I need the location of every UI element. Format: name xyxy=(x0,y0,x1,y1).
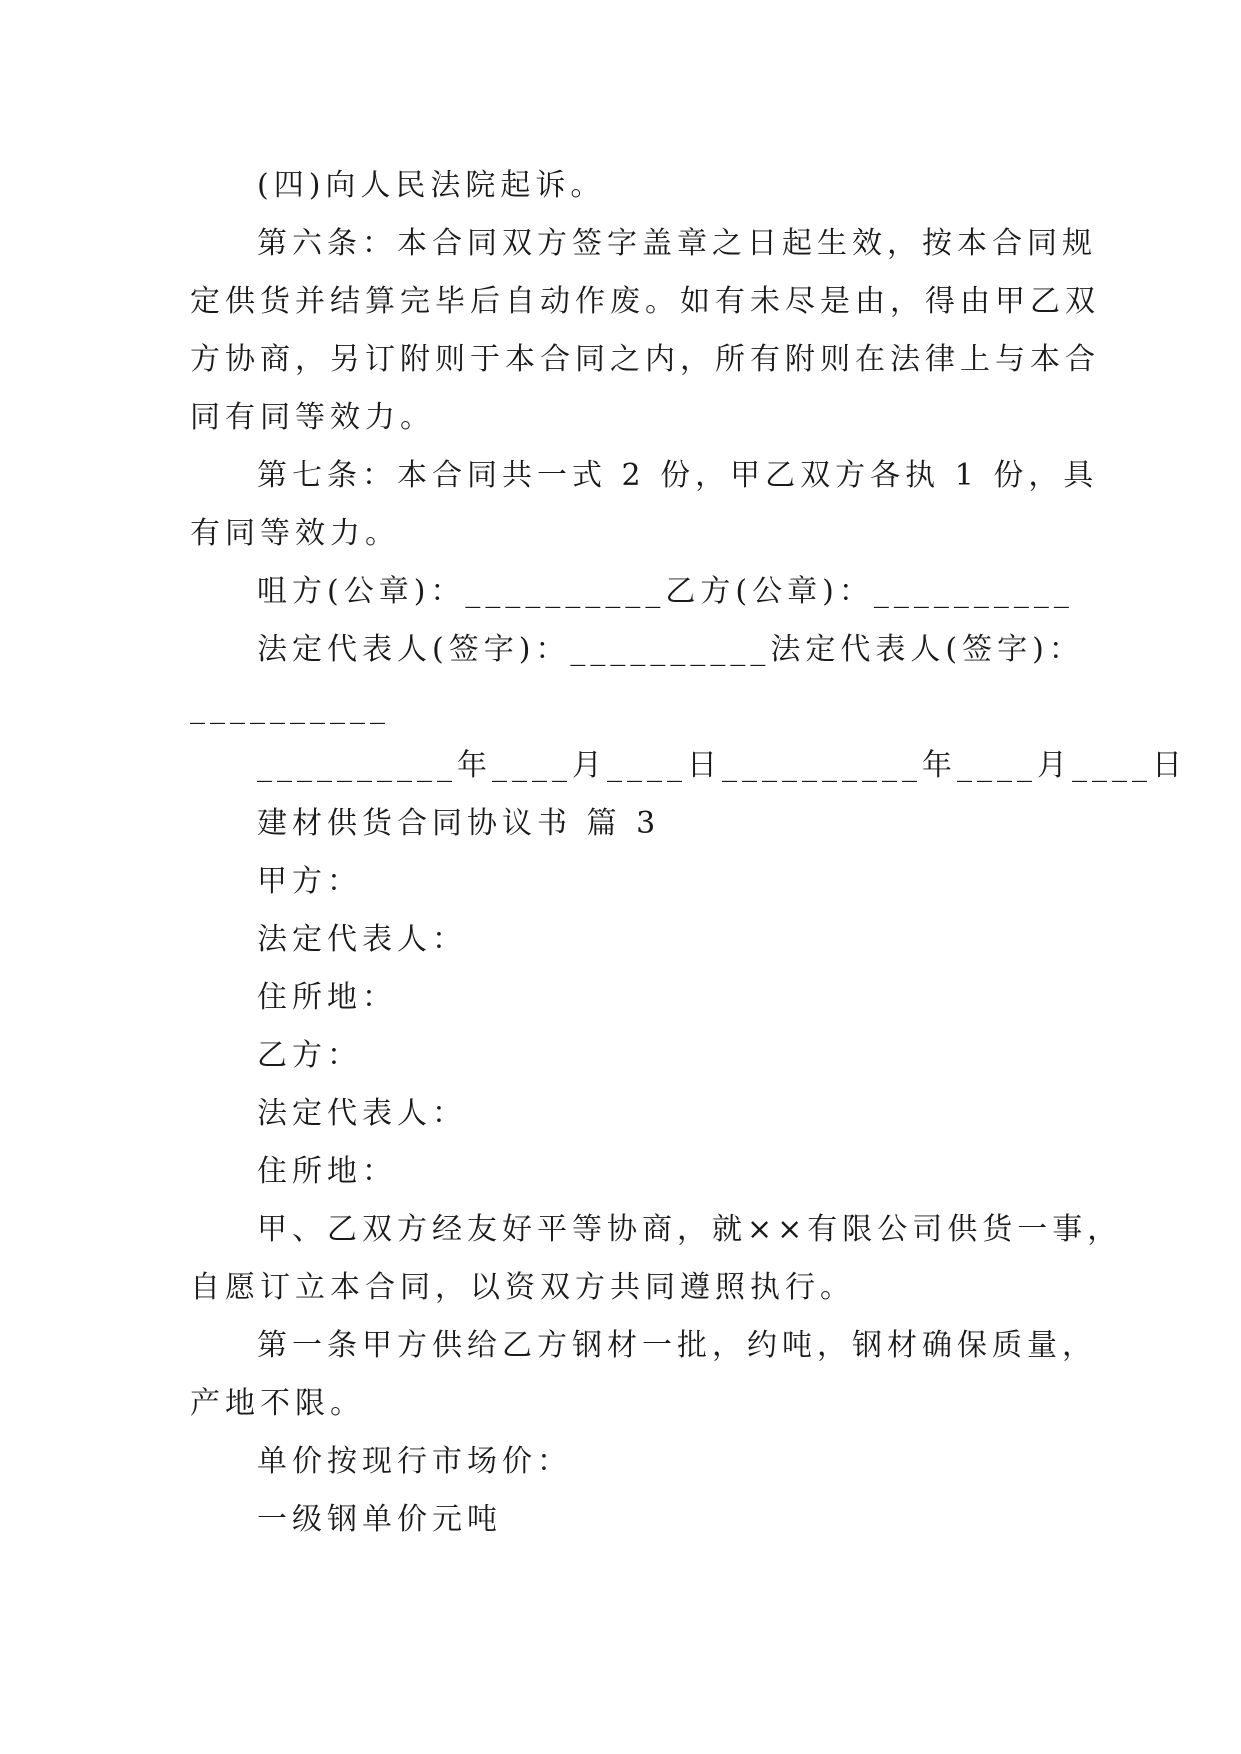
paragraph-line: 有同等效力。 xyxy=(190,516,400,551)
paragraph-line: 产地不限。 xyxy=(190,1386,365,1421)
party-a-representative-label: 法定代表人： xyxy=(257,922,467,957)
section-title: 建材供货合同协议书 篇 3 xyxy=(257,806,661,841)
party-a-address-label: 住所地： xyxy=(257,980,397,1015)
party-b-address-label: 住所地： xyxy=(257,1154,397,1189)
paragraph-line: 同有同等效力。 xyxy=(190,400,435,435)
paragraph-line: 甲、乙双方经友好平等协商，就××有限公司供货一事， xyxy=(257,1212,1123,1247)
paragraph-line: 第六条：本合同双方签字盖章之日起生效，按本合同规 xyxy=(257,226,1097,261)
party-a-label: 甲方： xyxy=(257,864,362,899)
paragraph-line: 一级钢单价元吨 xyxy=(257,1502,502,1537)
paragraph-line: 方协商，另订附则于本合同之内，所有附则在法律上与本合 xyxy=(190,342,1100,377)
signature-line-seal: 咀方(公章)：__________乙方(公章)：__________ xyxy=(257,574,1074,609)
paragraph-line: 自愿订立本合同，以资双方共同遵照执行。 xyxy=(190,1270,855,1305)
paragraph-line: 定供货并结算完毕后自动作废。如有未尽是由，得由甲乙双 xyxy=(190,284,1100,319)
signature-blank: __________ xyxy=(190,690,390,725)
paragraph-line: 单价按现行市场价： xyxy=(257,1444,572,1479)
party-b-label: 乙方： xyxy=(257,1038,362,1073)
party-b-representative-label: 法定代表人： xyxy=(257,1096,467,1131)
paragraph-line: 第七条：本合同共一式 2 份，甲乙双方各执 1 份，具 xyxy=(257,458,1099,493)
date-line: __________年____月____日__________年____月____日 xyxy=(257,748,1187,783)
signature-line-representative: 法定代表人(签字)：__________法定代表人(签字)： xyxy=(257,632,1084,667)
paragraph-line: (四)向人民法院起诉。 xyxy=(257,168,606,203)
document-body xyxy=(190,157,1187,1549)
paragraph-line: 第一条甲方供给乙方钢材一批，约吨，钢材确保质量， xyxy=(257,1328,1097,1363)
